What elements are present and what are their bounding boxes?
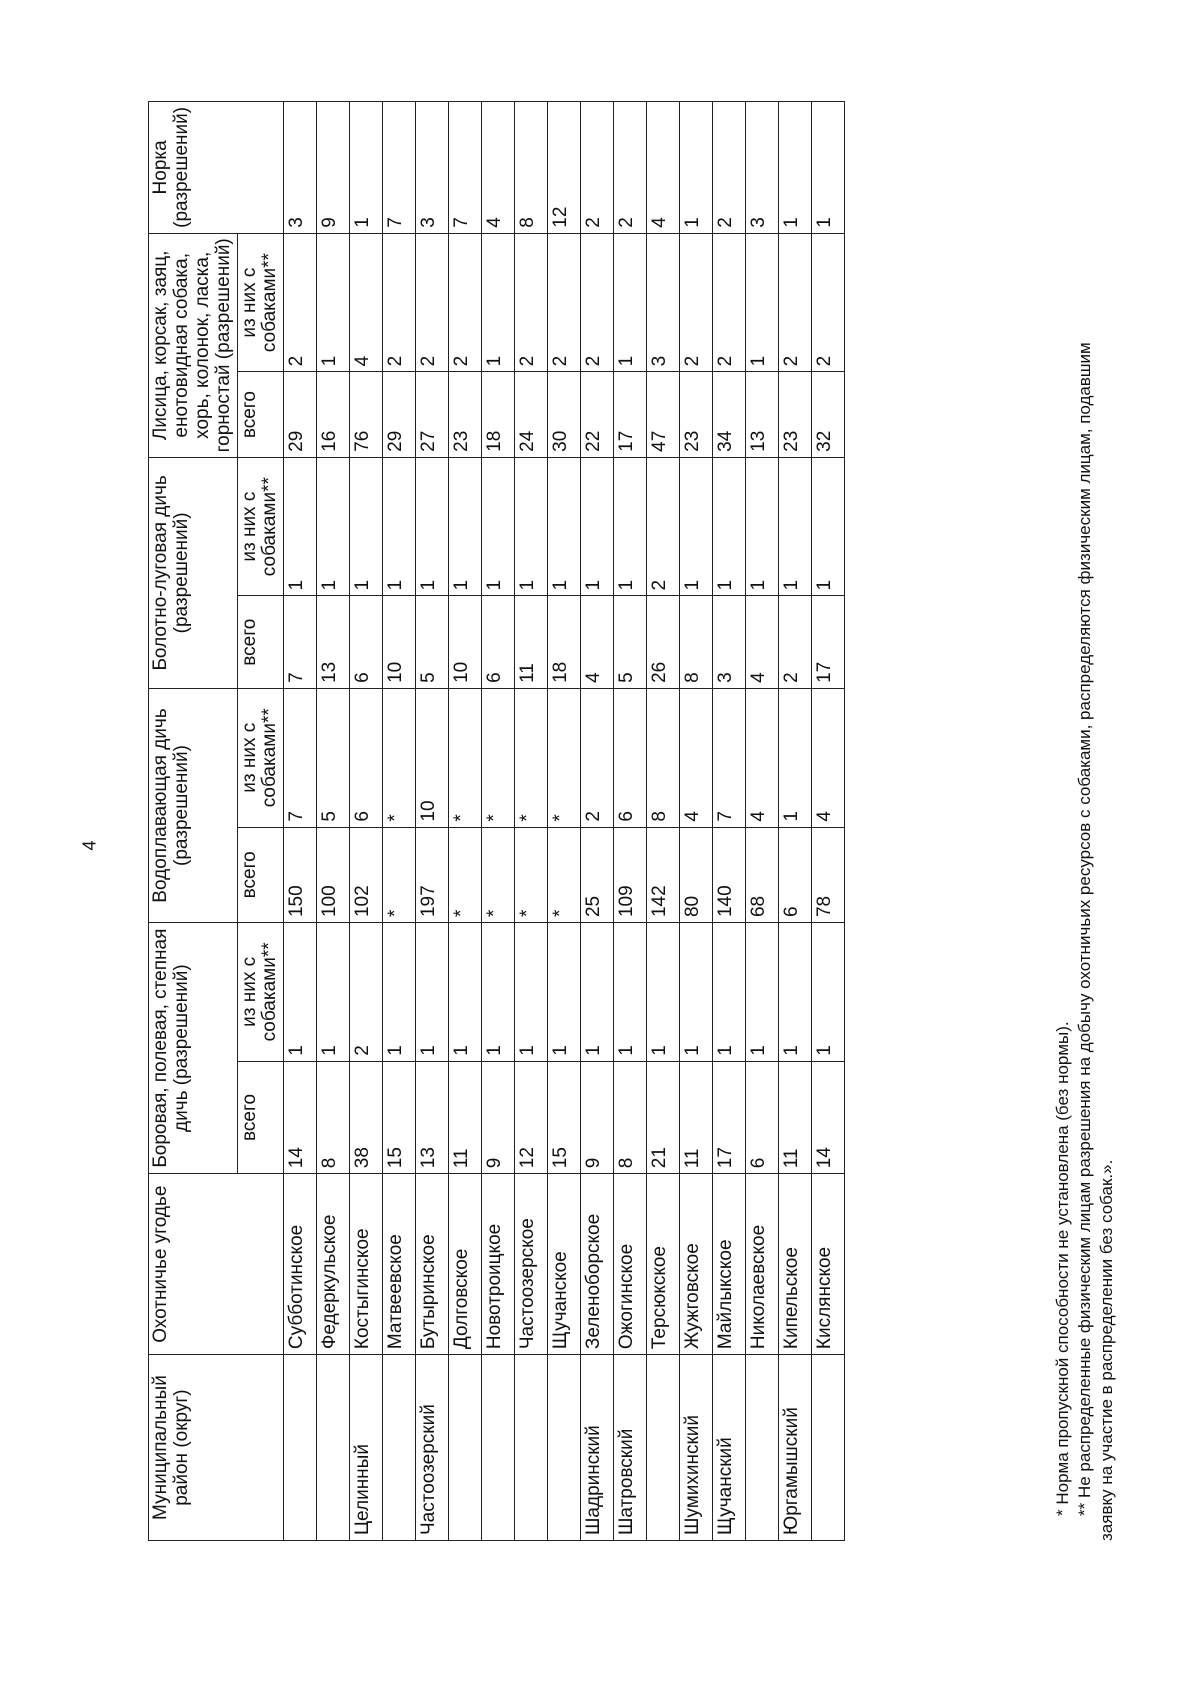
cell-district [317, 1355, 350, 1541]
cell-area: Майлыкское [713, 1174, 746, 1355]
cell-g3-total: 26 [647, 596, 680, 688]
cell-g1-total: 14 [284, 1061, 317, 1174]
cell-g2-total: * [449, 827, 482, 922]
cell-district [449, 1355, 482, 1541]
cell-g4-dogs: 2 [449, 233, 482, 372]
cell-district [515, 1355, 548, 1541]
cell-g5: 1 [779, 102, 812, 234]
cell-g4-dogs: 2 [713, 233, 746, 372]
footnotes [1052, 76, 1118, 1541]
cell-g4-total: 47 [647, 372, 680, 457]
cell-g3-dogs: 1 [383, 457, 416, 596]
cell-g1-dogs: 1 [779, 923, 812, 1062]
cell-g1-dogs: 1 [383, 923, 416, 1062]
cell-g1-dogs: 1 [515, 923, 548, 1062]
header-waterfowl: Водоплавающая дичь (разрешений) [149, 688, 238, 922]
cell-g3-dogs: 1 [416, 457, 449, 596]
cell-district: Юргамышский [779, 1355, 812, 1541]
cell-g5: 2 [713, 102, 746, 234]
cell-area: Бутыринское [416, 1174, 449, 1355]
table-row [482, 102, 515, 1541]
cell-area: Ожогинское [614, 1174, 647, 1355]
cell-g5: 7 [383, 102, 416, 234]
cell-g3-dogs: 1 [482, 457, 515, 596]
cell-g1-dogs: 1 [680, 923, 713, 1062]
cell-district [812, 1355, 845, 1541]
cell-g1-dogs: 1 [746, 923, 779, 1062]
cell-g4-dogs: 2 [680, 233, 713, 372]
cell-area: Долговское [449, 1174, 482, 1355]
cell-g4-dogs: 1 [746, 233, 779, 372]
cell-g3-dogs: 1 [284, 457, 317, 596]
cell-g3-total: 10 [383, 596, 416, 688]
cell-g3-dogs: 1 [614, 457, 647, 596]
cell-g4-dogs: 2 [383, 233, 416, 372]
table-row [515, 102, 548, 1541]
cell-g4-total: 32 [812, 372, 845, 457]
cell-g4-dogs: 2 [779, 233, 812, 372]
cell-district: Целинный [350, 1355, 383, 1541]
cell-g2-dogs: 8 [647, 688, 680, 827]
cell-g2-dogs: 6 [614, 688, 647, 827]
cell-district: Шатровский [614, 1355, 647, 1541]
cell-g5: 8 [515, 102, 548, 234]
cell-g1-total: 9 [482, 1061, 515, 1174]
cell-g1-dogs: 1 [284, 923, 317, 1062]
cell-g3-total: 6 [350, 596, 383, 688]
cell-g3-total: 6 [482, 596, 515, 688]
cell-g5: 2 [581, 102, 614, 234]
cell-g3-total: 5 [614, 596, 647, 688]
cell-g2-total: 102 [350, 827, 383, 922]
table-row [383, 102, 416, 1541]
cell-g2-dogs: * [515, 688, 548, 827]
footnote-dogs: ** Не распределенные физическим лицам разрешения на добычу охотничьих ресурсов с собаками, распределяются физическим лицам, подавшим [1075, 342, 1095, 1516]
cell-g4-dogs: 2 [812, 233, 845, 372]
cell-g2-dogs: * [449, 688, 482, 827]
cell-g4-total: 23 [779, 372, 812, 457]
cell-g2-total: 78 [812, 827, 845, 922]
cell-g4-dogs: 1 [482, 233, 515, 372]
cell-district [746, 1355, 779, 1541]
cell-g2-total: * [515, 827, 548, 922]
cell-area: Терсюкское [647, 1174, 680, 1355]
cell-g4-dogs: 3 [647, 233, 680, 372]
cell-g3-total: 10 [449, 596, 482, 688]
cell-g3-total: 18 [548, 596, 581, 688]
subheader-with-dogs: из них с собаками** [237, 923, 284, 1062]
cell-g1-dogs: 1 [581, 923, 614, 1062]
cell-district [548, 1355, 581, 1541]
cell-area: Субботинское [284, 1174, 317, 1355]
subheader-total: всего [237, 372, 284, 457]
cell-g5: 4 [647, 102, 680, 234]
cell-area: Федеркульское [317, 1174, 350, 1355]
cell-g4-dogs: 2 [416, 233, 449, 372]
cell-g3-total: 7 [284, 596, 317, 688]
cell-district [383, 1355, 416, 1541]
table-row [284, 102, 317, 1541]
cell-g3-dogs: 1 [515, 457, 548, 596]
table-body [284, 102, 845, 1541]
cell-g1-total: 15 [548, 1061, 581, 1174]
cell-g3-total: 5 [416, 596, 449, 688]
hunting-permits-table [148, 101, 845, 1541]
page-number: 4 [79, 840, 100, 851]
cell-g3-dogs: 1 [317, 457, 350, 596]
table-row [416, 102, 449, 1541]
cell-g2-total: 25 [581, 827, 614, 922]
subheader-total: всего [237, 827, 284, 922]
subheader-total: всего [237, 596, 284, 688]
cell-g4-total: 34 [713, 372, 746, 457]
cell-g3-total: 17 [812, 596, 845, 688]
cell-g3-total: 11 [515, 596, 548, 688]
cell-g3-dogs: 1 [581, 457, 614, 596]
cell-g3-total: 8 [680, 596, 713, 688]
cell-district [284, 1355, 317, 1541]
subheader-with-dogs: из них с собаками** [237, 457, 284, 596]
cell-area: Кипельское [779, 1174, 812, 1355]
cell-district: Частоозерский [416, 1355, 449, 1541]
cell-g4-dogs: 2 [515, 233, 548, 372]
table-row [548, 102, 581, 1541]
cell-area: Матвеевское [383, 1174, 416, 1355]
cell-g2-total: * [548, 827, 581, 922]
cell-g1-total: 13 [416, 1061, 449, 1174]
header-marsh-game: Болотно-луговая дичь (разрешений) [149, 457, 238, 688]
cell-g2-dogs: 4 [746, 688, 779, 827]
table-row [581, 102, 614, 1541]
cell-g1-total: 8 [317, 1061, 350, 1174]
cell-g4-dogs: 1 [317, 233, 350, 372]
cell-g1-dogs: 2 [350, 923, 383, 1062]
cell-g3-total: 2 [779, 596, 812, 688]
header-district: Муниципальный район (округ) [149, 1355, 284, 1541]
cell-g3-dogs: 1 [812, 457, 845, 596]
cell-g3-total: 13 [317, 596, 350, 688]
cell-g2-total: 150 [284, 827, 317, 922]
cell-g1-total: 11 [680, 1061, 713, 1174]
cell-g5: 3 [416, 102, 449, 234]
cell-g4-dogs: 2 [284, 233, 317, 372]
cell-g1-dogs: 1 [812, 923, 845, 1062]
cell-g2-dogs: 4 [680, 688, 713, 827]
cell-g2-dogs: 4 [812, 688, 845, 827]
cell-g1-dogs: 1 [548, 923, 581, 1062]
cell-g4-total: 17 [614, 372, 647, 457]
footnote-no-norm: * Норма пропускной способности не установлена (без нормы). [1053, 1021, 1072, 1516]
cell-g3-dogs: 1 [779, 457, 812, 596]
cell-g3-dogs: 1 [680, 457, 713, 596]
cell-g1-total: 11 [449, 1061, 482, 1174]
cell-g5: 4 [482, 102, 515, 234]
cell-g4-total: 24 [515, 372, 548, 457]
cell-g5: 9 [317, 102, 350, 234]
cell-g1-dogs: 1 [647, 923, 680, 1062]
cell-g3-dogs: 1 [350, 457, 383, 596]
cell-g1-total: 12 [515, 1061, 548, 1174]
table-row [350, 102, 383, 1541]
cell-g5: 1 [680, 102, 713, 234]
cell-g2-dogs: * [383, 688, 416, 827]
cell-g2-dogs: 6 [350, 688, 383, 827]
cell-g1-total: 21 [647, 1061, 680, 1174]
cell-g4-total: 30 [548, 372, 581, 457]
cell-g2-total: 6 [779, 827, 812, 922]
table-row [746, 102, 779, 1541]
cell-g4-total: 29 [284, 372, 317, 457]
cell-g2-dogs: 10 [416, 688, 449, 827]
cell-g1-total: 15 [383, 1061, 416, 1174]
cell-g4-total: 22 [581, 372, 614, 457]
cell-g1-total: 8 [614, 1061, 647, 1174]
cell-g2-total: 80 [680, 827, 713, 922]
cell-g1-total: 14 [812, 1061, 845, 1174]
cell-area: Николаевское [746, 1174, 779, 1355]
cell-g4-total: 76 [350, 372, 383, 457]
cell-g3-total: 4 [581, 596, 614, 688]
table-row [680, 102, 713, 1541]
cell-g4-total: 13 [746, 372, 779, 457]
cell-area: Костыгинское [350, 1174, 383, 1355]
header-area: Охотничье угодье [149, 1174, 284, 1355]
subheader-with-dogs: из них с собаками** [237, 233, 284, 372]
cell-area: Зеленоборское [581, 1174, 614, 1355]
cell-area: Щучанское [548, 1174, 581, 1355]
cell-g1-dogs: 1 [482, 923, 515, 1062]
cell-g3-dogs: 1 [746, 457, 779, 596]
cell-g2-total: 140 [713, 827, 746, 922]
cell-g3-dogs: 1 [713, 457, 746, 596]
header-fox-hare: Лисица, корсак, заяц, енотовидная собака, хорь, колонок, ласка, горностай (разрешений) [149, 233, 238, 457]
cell-g1-total: 11 [779, 1061, 812, 1174]
cell-g1-total: 9 [581, 1061, 614, 1174]
cell-g4-total: 23 [680, 372, 713, 457]
cell-g4-total: 16 [317, 372, 350, 457]
cell-g5: 3 [746, 102, 779, 234]
cell-g1-total: 6 [746, 1061, 779, 1174]
cell-g2-dogs: 2 [581, 688, 614, 827]
cell-g4-total: 18 [482, 372, 515, 457]
cell-g3-dogs: 1 [449, 457, 482, 596]
cell-g1-dogs: 1 [614, 923, 647, 1062]
cell-area: Частоозерское [515, 1174, 548, 1355]
cell-area: Жужговское [680, 1174, 713, 1355]
table-row [812, 102, 845, 1541]
table-row [614, 102, 647, 1541]
cell-g3-dogs: 1 [548, 457, 581, 596]
cell-g1-total: 17 [713, 1061, 746, 1174]
table-row [779, 102, 812, 1541]
cell-g4-total: 29 [383, 372, 416, 457]
cell-g2-dogs: * [482, 688, 515, 827]
cell-g2-dogs: 1 [779, 688, 812, 827]
cell-district: Щучанский [713, 1355, 746, 1541]
cell-g4-dogs: 1 [614, 233, 647, 372]
cell-g3-total: 3 [713, 596, 746, 688]
cell-g3-dogs: 2 [647, 457, 680, 596]
cell-area: Кислянское [812, 1174, 845, 1355]
cell-g2-total: 68 [746, 827, 779, 922]
cell-g5: 3 [284, 102, 317, 234]
cell-g1-dogs: 1 [416, 923, 449, 1062]
cell-g4-dogs: 2 [581, 233, 614, 372]
cell-g2-total: 100 [317, 827, 350, 922]
cell-g4-dogs: 4 [350, 233, 383, 372]
cell-district: Шумихинский [680, 1355, 713, 1541]
cell-area: Новотроицкое [482, 1174, 515, 1355]
table-row [647, 102, 680, 1541]
cell-g2-dogs: 5 [317, 688, 350, 827]
footnote-dogs-continued: заявку на участие в распределении без собак.». [1097, 1159, 1117, 1541]
cell-g2-total: * [482, 827, 515, 922]
cell-g2-dogs: 7 [284, 688, 317, 827]
cell-g2-total: 142 [647, 827, 680, 922]
cell-g5: 2 [614, 102, 647, 234]
cell-g5: 12 [548, 102, 581, 234]
cell-g2-dogs: 7 [713, 688, 746, 827]
cell-g1-dogs: 1 [317, 923, 350, 1062]
cell-g3-total: 4 [746, 596, 779, 688]
table-row [449, 102, 482, 1541]
header-mink: Норка (разрешений) [149, 102, 284, 234]
cell-g5: 1 [812, 102, 845, 234]
cell-g5: 1 [350, 102, 383, 234]
subheader-with-dogs: из них с собаками** [237, 688, 284, 827]
header-upland-game: Боровая, полевая, степная дичь (разрешений) [149, 923, 238, 1174]
cell-g4-total: 23 [449, 372, 482, 457]
cell-g4-dogs: 2 [548, 233, 581, 372]
cell-g1-dogs: 1 [449, 923, 482, 1062]
cell-district [482, 1355, 515, 1541]
table-row [713, 102, 746, 1541]
cell-g2-total: 197 [416, 827, 449, 922]
cell-g4-total: 27 [416, 372, 449, 457]
cell-g5: 7 [449, 102, 482, 234]
cell-g2-dogs: * [548, 688, 581, 827]
cell-district: Шадринский [581, 1355, 614, 1541]
cell-g1-total: 38 [350, 1061, 383, 1174]
cell-g2-total: 109 [614, 827, 647, 922]
cell-district [647, 1355, 680, 1541]
subheader-total: всего [237, 1061, 284, 1174]
cell-g2-total: * [383, 827, 416, 922]
cell-g1-dogs: 1 [713, 923, 746, 1062]
table-row [317, 102, 350, 1541]
